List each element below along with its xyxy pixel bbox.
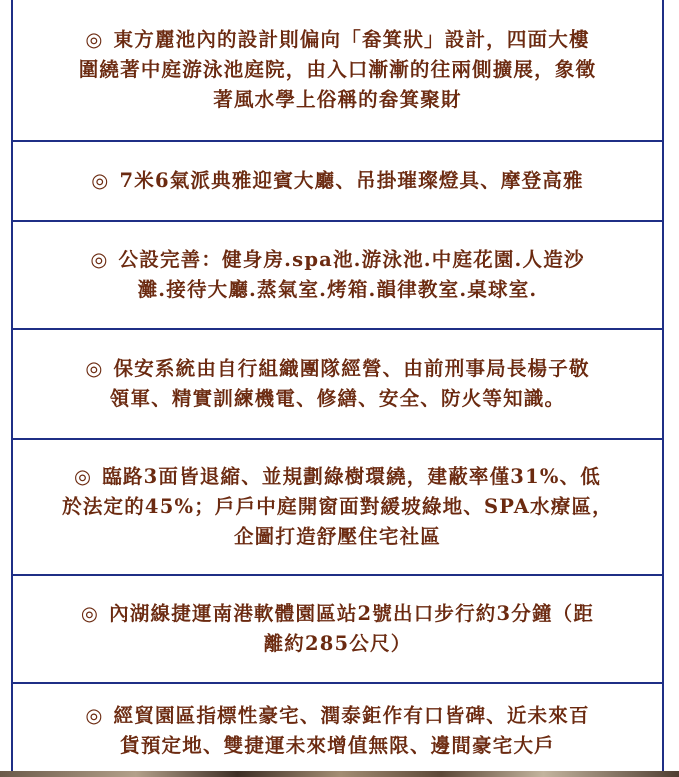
- feature-description: 臨路3面皆退縮、並規劃綠樹環繞，建蔽率僅31%、低 於法定的45%；戶戶中庭開窗面對緩坡綠地、SPA水療區， 企圖打造舒壓住宅社區: [62, 465, 613, 548]
- feature-description: 東方麗池內的設計則偏向「畚箕狀」設計，四面大樓 圍繞著中庭游泳池庭院，由入口漸漸的往兩側擴展，象徵 著風水學上俗稱的畚箕聚財: [78, 28, 597, 111]
- bullet-icon: ◎: [85, 703, 104, 727]
- feature-description: 保安系統由自行組織團隊經營、由前刑事局長楊子敬 領軍、精實訓練機電、修繕、安全、防火等知識。: [109, 357, 590, 410]
- bullet-icon: ◎: [80, 602, 100, 625]
- bullet-icon: ◎: [90, 248, 109, 271]
- bullet-icon: ◎: [74, 465, 93, 488]
- bullet-icon: ◎: [85, 28, 104, 51]
- feature-list-table: [11, 0, 664, 777]
- feature-row-security: [13, 328, 662, 438]
- feature-description: 7米6氣派典雅迎賓大廳、吊掛璀璨燈具、摩登高雅: [119, 169, 584, 192]
- feature-row-landmark: [13, 682, 662, 777]
- feature-row-greenery: [13, 438, 662, 574]
- bottom-photo-strip: [0, 771, 679, 777]
- feature-description: 公設完善：健身房.spa池.游泳池.中庭花園.人造沙 灘.接待大廳.蒸氣室.烤箱.韻律教室.桌球室.: [118, 248, 585, 301]
- feature-text: [75, 354, 599, 414]
- bullet-icon: ◎: [85, 357, 104, 380]
- feature-row-layout: [13, 0, 662, 140]
- feature-text: [69, 25, 607, 115]
- feature-row-facilities: [13, 220, 662, 328]
- feature-text: [71, 599, 604, 659]
- feature-text: [52, 462, 623, 552]
- feature-row-lobby: [13, 140, 662, 220]
- bullet-icon: ◎: [91, 169, 110, 192]
- feature-text: [80, 245, 594, 305]
- feature-description: 內湖線捷運南港軟體園區站2號出口步行約3分鐘（距 離約285公尺）: [109, 602, 595, 655]
- feature-text: [75, 701, 599, 761]
- feature-row-transit: [13, 574, 662, 682]
- feature-description: 經貿園區指標性豪宅、潤泰鉅作有口皆碑、近未來百 貨預定地、雙捷運未來增值無限、邊間豪宅大戶: [113, 703, 590, 757]
- feature-text: [81, 166, 593, 196]
